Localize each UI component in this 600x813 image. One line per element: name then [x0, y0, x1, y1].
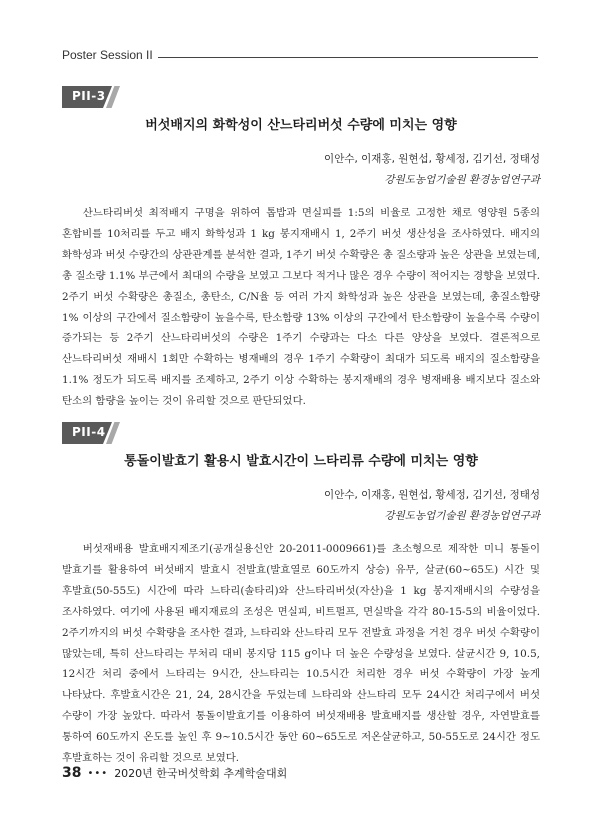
paper-title: 통돌이발효기 활용시 발효시간이 느타리류 수량에 미치는 영향 — [124, 454, 478, 469]
paper-authors: 이안수, 이재홍, 원현섭, 황세정, 김기선, 정태성 — [324, 153, 540, 165]
running-header: Poster Session II — [62, 48, 153, 62]
page-number: 38 — [62, 765, 82, 781]
paper-code-badge — [62, 86, 120, 108]
paper-abstract: 버섯재배용 발효배지제조기(공개실용신안 20-2011-0009661)를 초소형으로 제작한 미니 통돌이 발효기를 활용하여 버섯배지 발효시 전발효(발효열로 60도까지 상승) 유무, 살균(60~65도) 시간 및 후발효(50-55도) 시간에 따라 느타리(솔타리)와 산느타리버섯(자산)을 1 kg 봉지재배시의 수량성을 조사하였다. 여기에 사용된 배지재료의 조성은 면실피, 비트펄프, 면실박을 각각 80-15-5의 비율이었다. 2주기까지의 버섯 수확량을 조사한 결과, 느타리와 산느타리 모두 전발효 과정을 거친 경우 버섯 수확량이 많았는데, 특히 산느타리는 무처리 대비 봉지당 115 g이나 더 높은 수량성을 보였다. 살균시간 9, 10.5, 12시간 처리 중에서 느타리는 9시간, 산느타리는 10.5시간 처리한 경우 버섯 수확량이 가장 높게 나타났다. 후발효시간은 21, 24, 28시간을 두었는데 느타리와 산느타리 모두 24시간 처리구에서 버섯 수량이 가장 높았다. 따라서 통돌이발효기를 이용하여 버섯재배용 발효배지를 생산할 경우, 자연발효를 통하여 60도까지 온도를 높인 후 9~10.5시간 동안 60~65도로 저온살균하고, 50-55도로 24시간 정도 후발효하는 것이 유리할 것으로 보였다. — [62, 543, 540, 765]
paper-affiliation: 강원도농업기술원 환경농업연구과 — [384, 510, 540, 522]
paper-authors: 이안수, 이재홍, 원현섭, 황세정, 김기선, 정태성 — [324, 489, 540, 501]
paper-code: PII-3 — [72, 89, 106, 103]
footer-dots: ••• — [87, 767, 109, 779]
paper-section — [62, 422, 540, 769]
paper-code: PII-4 — [72, 425, 106, 439]
paper-abstract: 산느타리버섯 최적배지 구명을 위하여 톱밥과 면실피를 1:5의 비율로 고정한 채로 영양원 5종의 혼합비를 10처리를 두고 배지 화학성과 1 kg 봉지재배시 1, 2주기 버섯 생산성을 조사하였다. 배지의 화학성과 버섯 수량간의 상관관계를 분석한 결과, 1주기 버섯 수확량은 총 질소량과 높은 상관을 보였는데, 총 질소량 1.1% 부근에서 최대의 수량을 보였고 그보다 적거나 많은 경우 수량이 적어지는 경향을 보였다. 2주기 버섯 수확량은 총질소, 총탄소, C/N율 등 여러 가지 화학성과 높은 상관을 보였는데, 총질소함량 1% 이상의 구간에서 질소함량이 높을수록, 탄소함량 13% 이상의 구간에서 탄소함량이 높을수록 수량이 증가되는 등 2주기 산느타리버섯의 수량은 1주기 수량과는 다소 다른 양상을 보였다. 결론적으로 산느타리버섯 재배시 1회만 수확하는 병재배의 경우 1주기 수확량이 최대가 되도록 배지의 질소함량을 1.1% 정도가 되도록 배지를 조제하고, 2주기 이상 수확하는 봉지재배의 경우 병재배용 배지보다 질소와 탄소의 함량을 높이는 것이 유리할 것으로 판단되었다. — [62, 207, 540, 408]
paper-code-badge — [62, 422, 120, 444]
paper-section — [62, 86, 540, 412]
paper-affiliation: 강원도농업기술원 환경농업연구과 — [384, 174, 540, 186]
header-rule — [158, 57, 538, 58]
paper-title: 버섯배지의 화학성이 산느타리버섯 수량에 미치는 영향 — [145, 118, 457, 133]
footer-event: 2020년 한국버섯학회 추계학술대회 — [114, 767, 288, 780]
page-footer — [62, 765, 287, 781]
